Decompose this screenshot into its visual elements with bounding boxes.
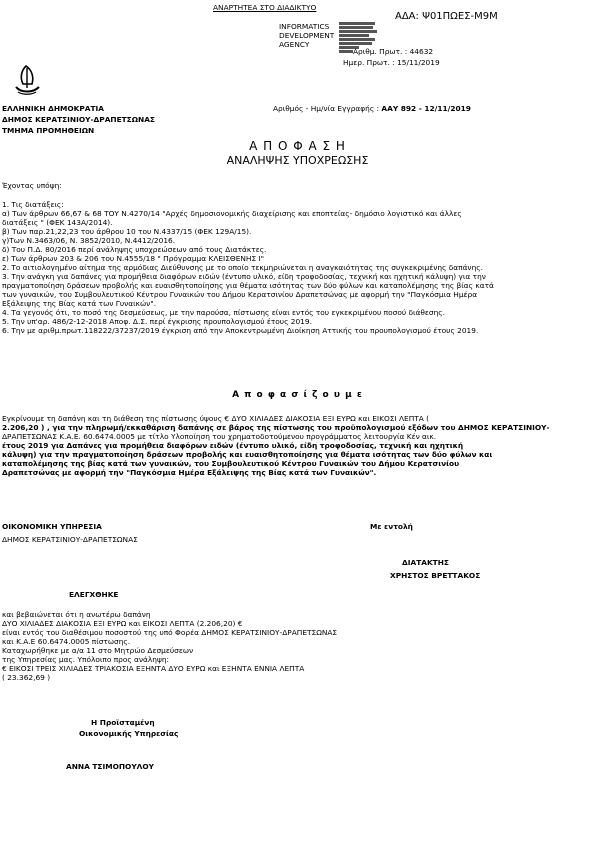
decision-line: Εγκρίνουμε τη δαπάνη και τη διάθεση της πίστωσης ύψους € ΔΥΟ ΧΙΛΙΑΔΕΣ ΔΙΑΚΟΣΙΑ ΕΞΙ ΕΥΡΩ και ΕΙΚΟΣΙ ΛΕΠΤΑ ( (2, 414, 430, 423)
head-name: ΑΝΝΑ ΤΣΙΜΟΠΟΥΛΟΥ (66, 762, 155, 771)
decision-line: ΔΡΑΠΕΤΣΩΝΑΣ Κ.Α.Ε. 60.6474.0005 με τίτλο Υλοποίηση του χρηματοδοτούμενου προγράμματος λειτουργία Κέν αικ. (2, 432, 437, 441)
protocol-date: Ημερ. Πρωτ. : 15/11/2019 (343, 58, 440, 67)
registration-value: ΑΑΥ 892 - 12/11/2019 (381, 104, 471, 113)
consideration-line: δ) Του Π.Δ. 80/2016 περί ανάληψης υποχρεώσεων από τους Διατάκτες. (2, 245, 267, 254)
consideration-line: πραγματοποίηση δράσεων προβολής και ευαισθητοποίησης για θέματα ισότητας των δύο φύλων και καταπολέμησης της βίας κατά (2, 281, 494, 290)
economic-service-municipality: ΔΗΜΟΣ ΚΕΡΑΤΣΙΝΙΟΥ-ΔΡΑΠΕΤΣΩΝΑΣ (2, 535, 138, 544)
issuer-state: ΕΛΛΗΝΙΚΗ ΔΗΜΟΚΡΑΤΙΑ (2, 104, 105, 113)
head-title: Η Προϊσταμένη (91, 718, 155, 727)
issuer-municipality: ΔΗΜΟΣ ΚΕΡΑΤΣΙΝΙΟΥ-ΔΡΑΠΕΤΣΩΝΑΣ (2, 115, 155, 124)
registration-label: Αριθμός - Ημ/νία Εγγραφής : (273, 104, 382, 113)
consideration-line: Εξάλειψης της Βίας κατά των Γυναικών". (2, 299, 157, 308)
verification-heading: ΕΛΕΓΧΘΗΚΕ (69, 590, 119, 599)
consideration-line: των γυναικών, του Συμβουλευτικού Κέντρου Γυναικών του Δήμου Κερατσινίου Δραπετσώνας με αφορμή την "Παγκόσμια Ημέρα (2, 290, 478, 299)
economic-service-label: ΟΙΚΟΝΟΜΙΚΗ ΥΠΗΡΕΣΙΑ (2, 522, 102, 531)
decision-subtitle: ΑΝΑΛΗΨΗΣ ΥΠΟΧΡΕΩΣΗΣ (226, 154, 369, 167)
consideration-line: 2. Το αιτιολογημένο αίτημα της αρμόδιας Διεύθυνσης με το οποίο τεκμηριώνεται η αναγκαιότητας της συγκεκριμένης δαπάνης. (2, 263, 483, 272)
consideration-line: γ)Των Ν.3463/06, Ν. 3852/2010, Ν.4412/2016. (2, 236, 176, 245)
decision-line: καταπολέμησης της βίας κατά των γυναικών, του Συμβουλευτικού Κέντρου Γυναικών του Δήμου Κερατσινίου (2, 459, 460, 468)
by-order-label: Με εντολή (370, 522, 413, 531)
posted-online-notice: ΑΝΑΡΤΗΤΕΑ ΣΤΟ ΔΙΑΔΙΚΤΥΟ (213, 3, 317, 12)
consideration-line: β) Των παρ.21,22,23 του άρθρου 10 του Ν.4337/15 (ΦΕΚ 129Α/15). (2, 227, 252, 236)
considerations-list: 1. Τις διατάξεις: α) Των άρθρων 66,67 & 68 ΤΟΥ Ν.4270/14 "Αρχές δημοσιονομικής διαχείρισης και εποπτείας- δημόσιο λογιστικό και άλλες διατάξεις " (ΦΕΚ 143Α/2014). β) Των παρ.21,22,23 του άρθρου 10 του Ν.4337/15 (ΦΕΚ 129Α/15). γ)Των Ν.3463/06, Ν. 3852/2010, Ν.4412/2016. δ) Του Π.Δ. 80/2016 περί ανάληψης υποχρεώσεων από τους Διατάκτες. ε) Των άρθρων 203 & 206 του Ν.4555/18 " Πρόγραμμα ΚΛΕΙΣΘΕΝΗΣ Ι" 2. Το αιτιολογημένο αίτημα της αρμόδιας Διεύθυνσης με το οποίο τεκμηριώνεται η αναγκαιότητας της συγκεκριμένης δαπάνης. 3. Την ανάγκη για δαπάνες για προμήθεια διαφόρων ειδών (έντυπο υλικό, είδη τροφοδοσίας, τεχνική και ηχητική κάλυψη) για την πραγματοποίηση δράσεων προβολής και ευαισθητοποίησης για θέματα ισότητας των δύο φύλων και καταπολέμησης της βίας κατά των γυναικών, του Συμβουλευτικού Κέντρου Γυναικών του Δήμου Κερατσινίου Δραπετσώνας με αφορμή την "Παγκόσμια Ημέρα Εξάλειψης της Βίας κατά των Γυναικών". 4. Τα γεγονός ότι, το ποσό της δεσμεύσεως, με την παρούσα, πίστωσης είναι εντός του εγκεκριμένου ποσού διάθεσης. 5. Την υπ'αρ. 486/2-12-2018 Αποφ. Δ.Σ. περί έγκρισης προυπολογισμού έτους 2019. 6. Την με αριθμ.πρωτ.118222/37237/2019 έγκριση από την Αποκεντρωμένη Διοίκηση Αττικής του προυπολογισμού έτους 2019. (2, 200, 592, 335)
decision-line: Δραπετσώνας με αφορμή την "Παγκόσμια Ημέρα Εξάλειψης της Βίας κατά των Γυναικών". (2, 468, 377, 477)
decision-line: 2.206,20 ) , για την πληρωμή/εκκαθάριση δαπάνης σε βάρος της πίστωσης του προϋπολογισμού εξόδων του ΔΗΜΟΣ ΚΕΡΑΤΣΙΝΙΟΥ- (2, 423, 550, 432)
authorizing-title: ΔΙΑΤΑΚΤΗΣ (402, 558, 449, 567)
head-service: Οικονομικής Υπηρεσίας (79, 729, 179, 738)
decision-body (2, 414, 592, 477)
consideration-line: διατάξεις " (ΦΕΚ 143Α/2014). (2, 218, 113, 227)
greek-emblem-icon (12, 62, 42, 98)
protocol-number: Αριθμ. Πρωτ. : 44632 (353, 47, 434, 56)
issuer-department: ΤΜΗΜΑ ΠΡΟΜΗΘΕΙΩΝ (2, 126, 95, 135)
verification-body: και βεβαιώνεται ότι η ανωτέρω δαπάνη ΔΥΟ ΧΙΛΙΑΔΕΣ ΔΙΑΚΟΣΙΑ ΕΞΙ ΕΥΡΩ και ΕΙΚΟΣΙ ΛΕΠΤΑ (2.206,20) € είναι εντός του διαθέσιμου ποσοστού της υπό Φορέα ΔΗΜΟΣ ΚΕΡΑΤΣΙΝΙΟΥ-ΔΡΑΠΕΤΣΩΝΑΣ και Κ.Α.Ε 60.6474.0005 πίστωσης. Καταχωρήθηκε με α/α 11 στο Μητρώο Δεσμεύσεων της Υπηρεσίας μας. Υπόλοιπο προς ανάληψη: € ΕΙΚΟΣΙ ΤΡΕΙΣ ΧΙΛΙΑΔΕΣ ΤΡΙΑΚΟΣΙΑ ΕΞΗΝΤΑ ΔΥΟ ΕΥΡΩ και ΕΞΗΝΤΑ ΕΝΝΙΑ ΛΕΠΤΑ ( 23.362,69 ) (2, 610, 338, 682)
decision-line: κάλυψη) για την πραγματοποίηση δράσεων προβολής και ευαισθητοποίησης για θέματα ισότητας των δύο φύλων και (2, 450, 493, 459)
agency-label: INFORMATICS DEVELOPMENT AGENCY (279, 22, 335, 49)
decision-heading: Α π ο φ α σ ί ζ ο υ μ ε (232, 390, 363, 400)
decision-line: έτους 2019 για Δαπάνες για προμήθεια διαφόρων ειδών (έντυπο υλικό, είδη τροφοδοσίας, τεχνική και ηχητική (2, 441, 464, 450)
consideration-line: 5. Την υπ'αρ. 486/2-12-2018 Αποφ. Δ.Σ. περί έγκρισης προυπολογισμού έτους 2019. (2, 317, 312, 326)
consideration-line: 4. Τα γεγονός ότι, το ποσό της δεσμεύσεως, με την παρούσα, πίστωσης είναι εντός του εγκεκριμένου ποσού διάθεσης. (2, 308, 445, 317)
ada-code: ΑΔΑ: Ψ01ΠΩΕΣ-Μ9Μ (395, 11, 498, 22)
decision-title: Α Π Ο Φ Α Σ Η (249, 139, 346, 153)
consideration-line: 3. Την ανάγκη για δαπάνες για προμήθεια διαφόρων ειδών (έντυπο υλικό, είδη τροφοδοσίας, τεχνική και ηχητική κάλυψη) για την (2, 272, 486, 281)
consideration-line: ε) Των άρθρων 203 & 206 του Ν.4555/18 " Πρόγραμμα ΚΛΕΙΣΘΕΝΗΣ Ι" (2, 254, 265, 263)
authorizing-name: ΧΡΗΣΤΟΣ ΒΡΕΤΤΑΚΟΣ (390, 571, 481, 580)
registration-entry (273, 104, 471, 113)
consideration-line: α) Των άρθρων 66,67 & 68 ΤΟΥ Ν.4270/14 "Αρχές δημοσιονομικής διαχείρισης και εποπτείας- δημόσιο λογιστικό και άλλες (2, 209, 462, 218)
consideration-line: 6. Την με αριθμ.πρωτ.118222/37237/2019 έγκριση από την Αποκεντρωμένη Διοίκηση Αττικής του προυπολογισμού έτους 2019. (2, 326, 479, 335)
considerations-intro: Έχοντας υπόψη: (2, 181, 62, 190)
